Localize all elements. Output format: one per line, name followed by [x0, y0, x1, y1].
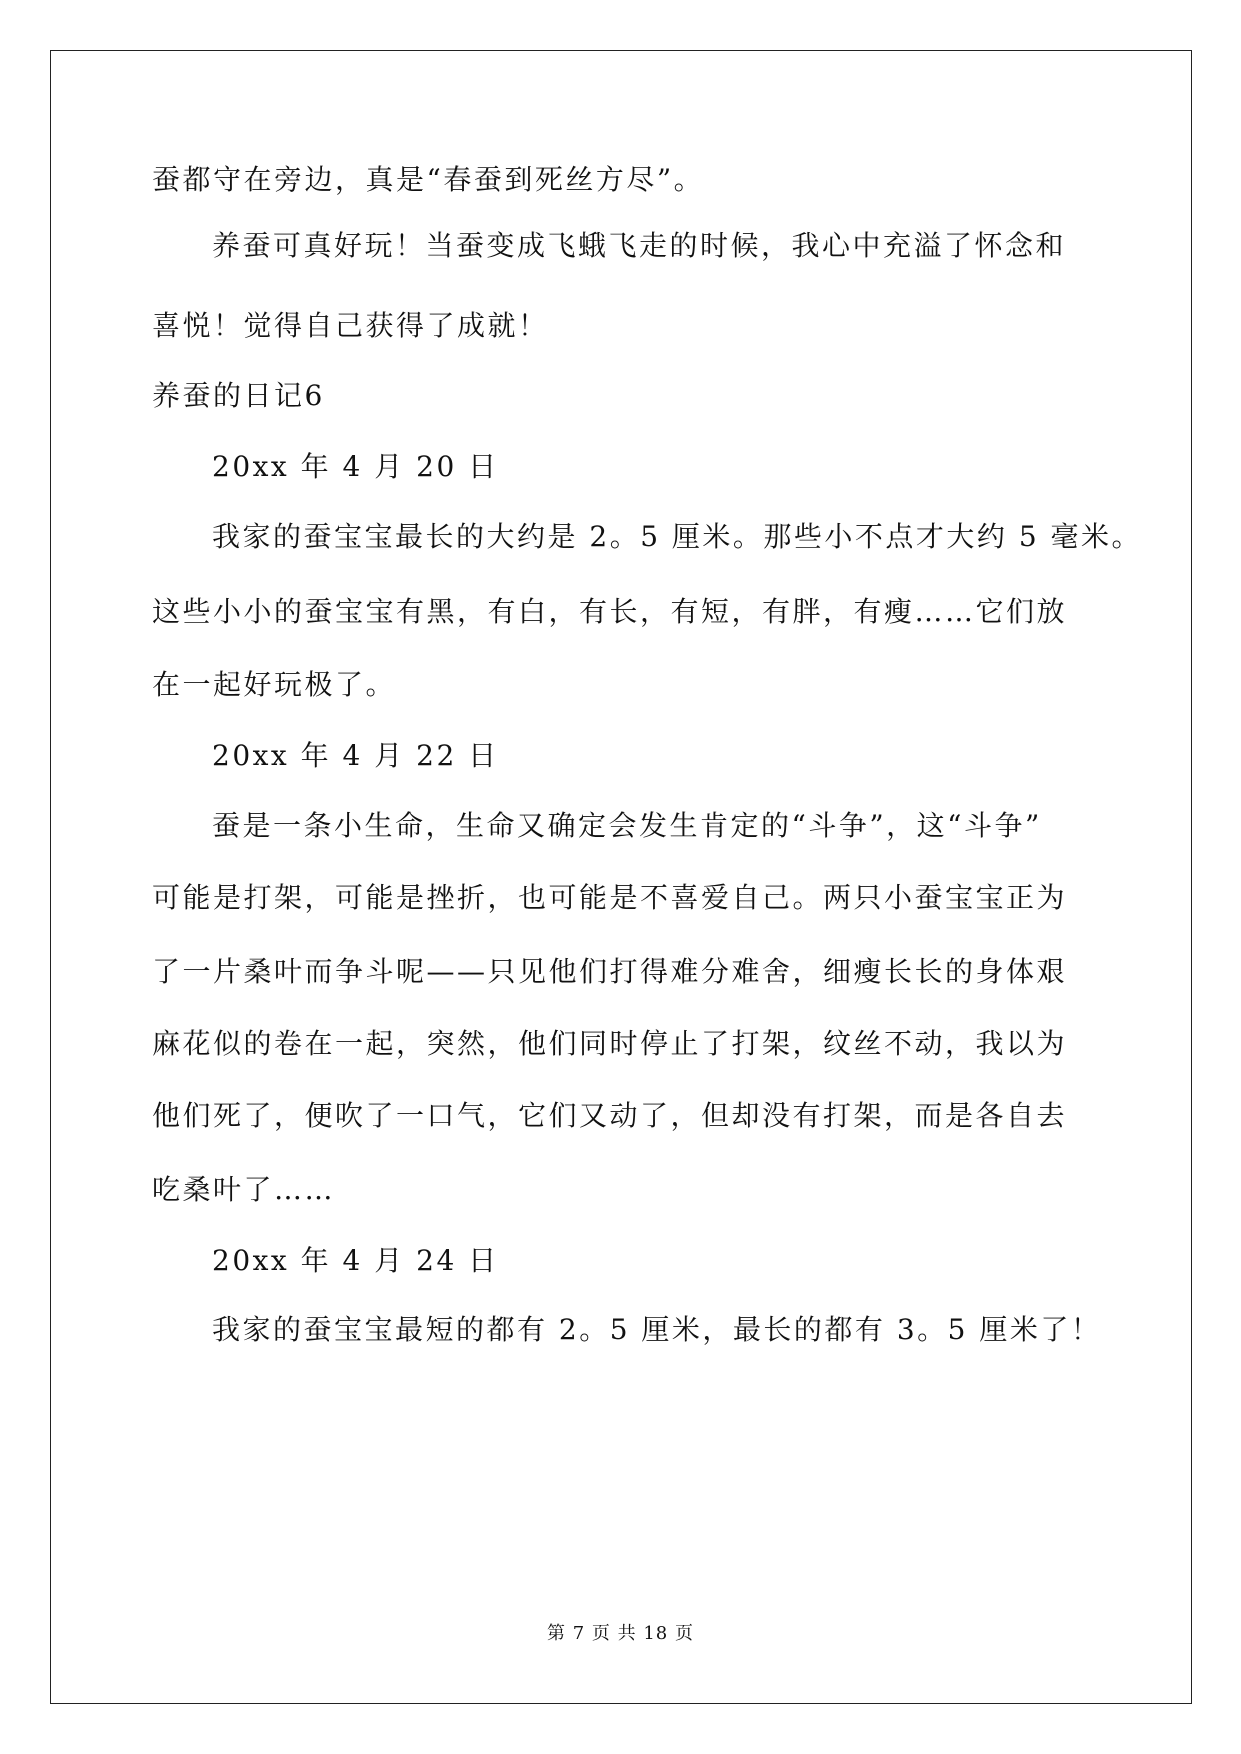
paragraph-line: 在一起好玩极了。 [152, 668, 397, 701]
paragraph-line: 可能是打架，可能是挫折，也可能是不喜爱自己。两只小蚕宝宝正为 [152, 881, 1068, 914]
paragraph-line: 他们死了，便吹了一口气，它们又动了，但却没有打架，而是各自去 [152, 1099, 1068, 1132]
paragraph-line: 了一片桑叶而争斗呢——只见他们打得难分难舍，细瘦长长的身体艰 [152, 955, 1068, 988]
page-number: 第 7 页 共 18 页 [547, 1623, 694, 1644]
paragraph-line: 蚕是一条小生命，生命又确定会发生肯定的“斗争”，这“斗争” [212, 809, 1042, 842]
paragraph-line: 喜悦！觉得自己获得了成就！ [152, 309, 549, 342]
diary-date: 20xx 年 4 月 20 日 [212, 450, 499, 483]
diary-date: 20xx 年 4 月 22 日 [212, 739, 499, 772]
paragraph-line: 养蚕可真好玩！当蚕变成飞蛾飞走的时候，我心中充溢了怀念和 [212, 229, 1067, 262]
section-title: 养蚕的日记6 [152, 379, 325, 412]
diary-date: 20xx 年 4 月 24 日 [212, 1244, 499, 1277]
paragraph-line: 吃桑叶了…… [152, 1173, 336, 1206]
paragraph-line: 我家的蚕宝宝最长的大约是 2。5 厘米。那些小不点才大约 5 毫米。 [212, 520, 1143, 553]
paragraph-line: 蚕都守在旁边，真是“春蚕到死丝方尽”。 [152, 163, 705, 196]
page-border [50, 50, 1192, 1704]
paragraph-line: 麻花似的卷在一起，突然，他们同时停止了打架，纹丝不动，我以为 [152, 1027, 1068, 1060]
paragraph-line: 这些小小的蚕宝宝有黑，有白，有长，有短，有胖，有瘦……它们放 [152, 595, 1068, 628]
paragraph-line: 我家的蚕宝宝最短的都有 2。5 厘米，最长的都有 3。5 厘米了！ [212, 1313, 1102, 1346]
